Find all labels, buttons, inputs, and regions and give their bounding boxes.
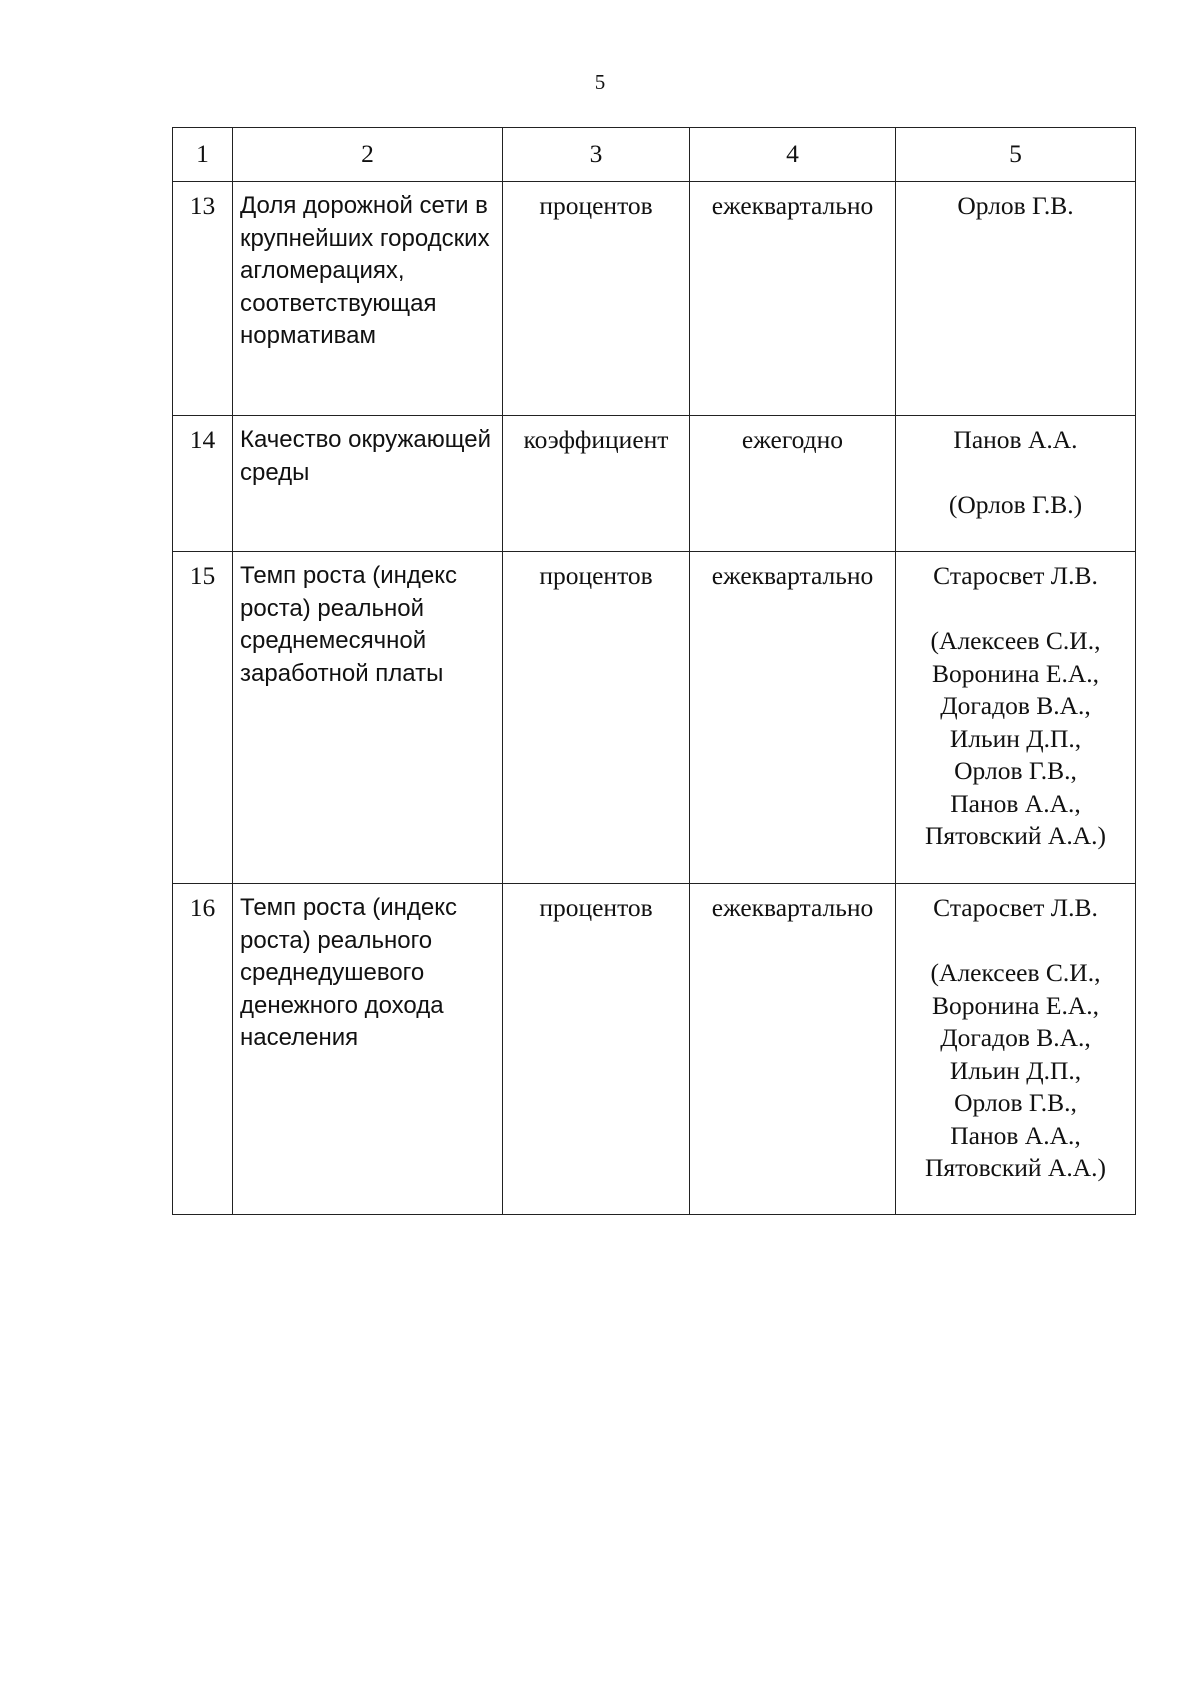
indicator-name: Темп роста (индекс роста) реального среднедушевого денежного дохода населения [233, 884, 503, 1215]
row-number: 14 [173, 416, 233, 552]
row-number: 16 [173, 884, 233, 1215]
row-number: 13 [173, 182, 233, 416]
co-responsible-name: Панов А.А., [950, 1120, 1081, 1150]
column-header: 5 [896, 128, 1136, 182]
responsible-cell [896, 182, 1136, 416]
responsible-name: Орлов Г.В. [957, 191, 1074, 220]
column-header: 4 [690, 128, 896, 182]
period-cell: ежеквартально [690, 182, 896, 416]
unit-cell: процентов [503, 884, 690, 1215]
co-responsible-name: Панов А.А., [950, 788, 1081, 818]
co-responsible-name: (Алексеев С.И., [930, 626, 1101, 655]
table-row [173, 416, 1136, 552]
responsible-name: Панов А.А. [953, 425, 1078, 454]
indicators-table [172, 127, 1136, 1215]
co-responsible-name: Пятовский А.А.) [924, 821, 1107, 850]
co-responsible-name: Ильин Д.П., [949, 1055, 1082, 1085]
table-row [173, 884, 1136, 1215]
co-responsible-name: Орлов Г.В., [954, 1088, 1077, 1117]
row-number: 15 [173, 552, 233, 884]
unit-cell: коэффициент [503, 416, 690, 552]
period-cell: ежеквартально [690, 884, 896, 1215]
co-responsible-name: Ильин Д.П., [949, 723, 1082, 753]
column-header: 1 [173, 128, 233, 182]
co-responsible-name: Пятовский А.А.) [924, 1153, 1107, 1182]
responsible-cell [896, 552, 1136, 884]
co-responsible-name: Догадов В.А., [940, 691, 1091, 720]
indicator-name: Темп роста (индекс роста) реальной среднемесячной заработной платы [233, 552, 503, 884]
column-header: 3 [503, 128, 690, 182]
indicator-name: Качество окружающей среды [233, 416, 503, 552]
co-responsible-name: (Алексеев С.И., [930, 958, 1101, 987]
co-responsible-name: Воронина Е.А., [931, 990, 1099, 1020]
page-number: 5 [594, 70, 606, 94]
column-header: 2 [233, 128, 503, 182]
responsible-name: Старосвет Л.В. [933, 893, 1098, 922]
unit-cell: процентов [503, 552, 690, 884]
responsible-cell [896, 416, 1136, 552]
indicator-name: Доля дорожной сети в крупнейших городских агломерациях, соответствующая нормативам [233, 182, 503, 416]
co-responsible-name: Орлов Г.В., [954, 756, 1077, 785]
table-row [173, 182, 1136, 416]
table-header-row [173, 128, 1136, 182]
responsible-cell [896, 884, 1136, 1215]
period-cell: ежеквартально [690, 552, 896, 884]
table-row [173, 552, 1136, 884]
unit-cell: процентов [503, 182, 690, 416]
co-responsible-name: Воронина Е.А., [931, 658, 1099, 688]
co-responsible-name: (Орлов Г.В.) [948, 490, 1083, 519]
responsible-name: Старосвет Л.В. [933, 561, 1098, 590]
co-responsible-name: Догадов В.А., [940, 1023, 1091, 1052]
period-cell: ежегодно [690, 416, 896, 552]
